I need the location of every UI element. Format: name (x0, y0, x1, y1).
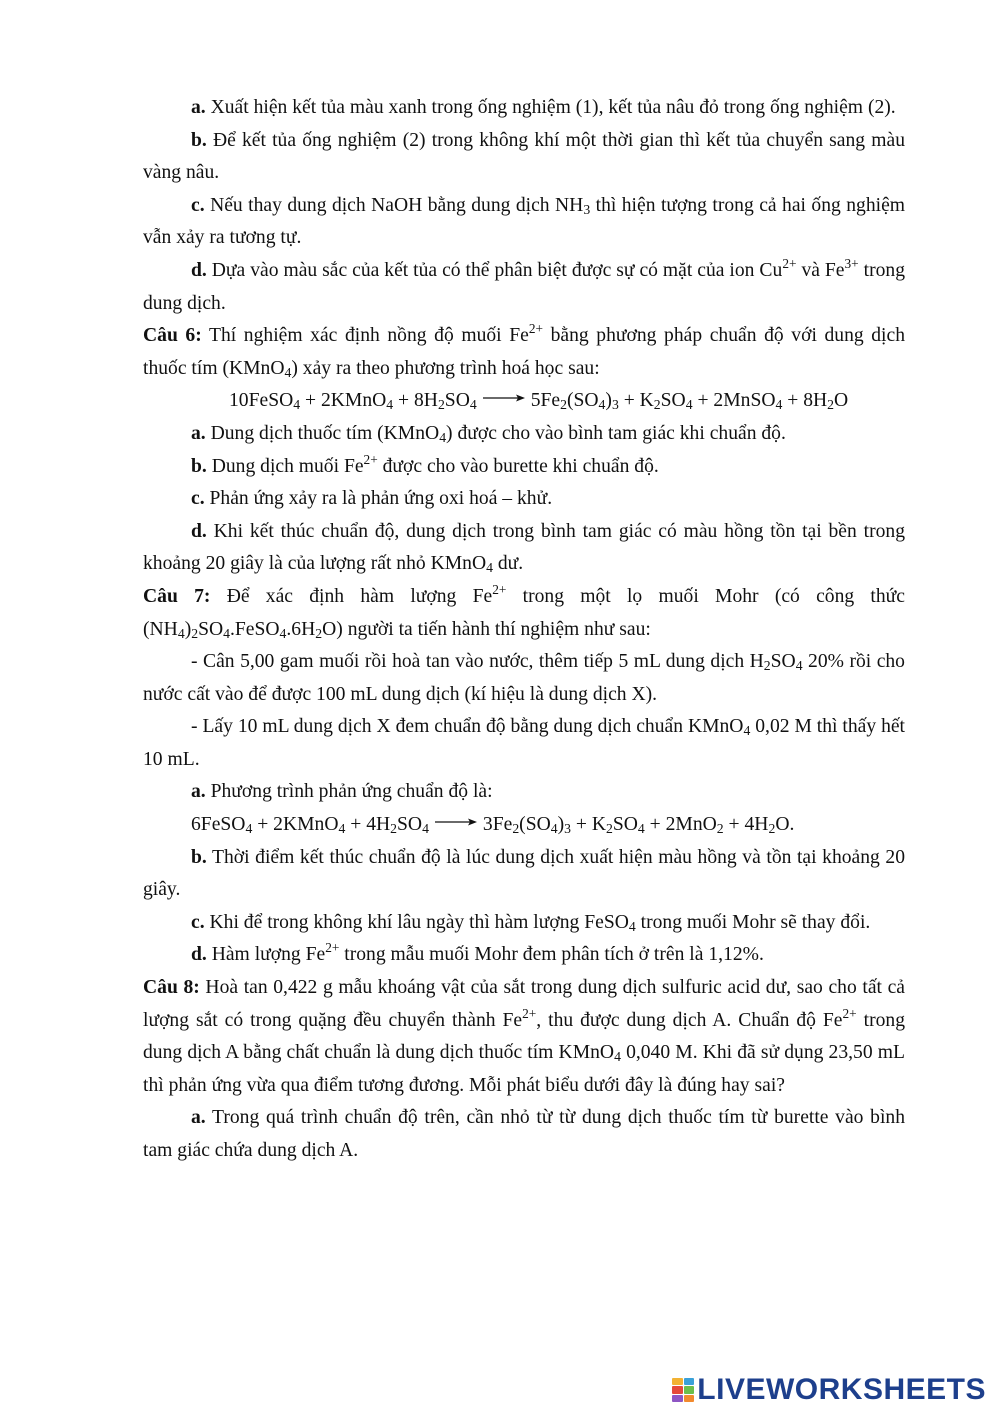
q8-label: Câu 8: (143, 977, 200, 999)
formula-text: + 8H (782, 390, 828, 412)
formula-subscript: 4 (293, 397, 301, 413)
equation-lhs (191, 814, 429, 835)
q7-option-c: c. Khi để trong không khí lâu ngày thì hàm lượng FeSO$_4$ trong muối Mohr sẽ thay đổi. (191, 911, 871, 934)
formula-subscript: 2 (560, 397, 567, 413)
q6-equation (143, 385, 905, 418)
q8-intro: Câu 8: Hoà tan 0,422 g mẫu khoáng vật của sắt trong dung dịch sulfuric acid dư, sao cho tất cả lượng sắt có trong quặng đều chuyển thành $Fe^{2+}$, thu được dung dịch A. Chuẩn độ $Fe^{2+}$ trong dung dịch A bằng chất chuẩn là dung dịch thuốc tím KMnO$_4$ 0,040 M. Khi đã sử dụng 23,50 mL thì phản ứng vừa qua điểm tương đương. Mỗi phát biểu dưới đây là đúng hay sai? (143, 977, 905, 1096)
formula-subscript: 4 (550, 821, 558, 837)
formula-subscript: 4 (637, 821, 645, 837)
formula-text: + 4H (723, 814, 769, 836)
formula-subscript: 4 (338, 821, 346, 837)
formula-subscript: 4 (598, 397, 606, 413)
q6-option-a: a. Dung dịch thuốc tím (KMnO$_4$) được cho vào bình tam giác khi chuẩn độ. (191, 422, 786, 445)
q7-option-a: a. Phương trình phản ứng chuẩn độ là: (191, 781, 493, 803)
formula-text: + K (571, 814, 606, 836)
formula-subscript: 3 (611, 397, 619, 413)
q6-label: Câu 6: (143, 325, 202, 347)
formula-subscript: 4 (685, 397, 693, 413)
formula-subscript: 2 (512, 821, 520, 837)
q7-step-2: - Lấy 10 mL dung dịch X đem chuẩn độ bằng dung dịch chuẩn KMnO$_4$ 0,02 M thì thấy hết 10 mL. (143, 716, 906, 770)
formula-subscript: 2 (606, 821, 613, 837)
formula-subscript: 2 (768, 821, 776, 837)
formula-text: + 2KMnO (300, 390, 387, 412)
formula-text: 3Fe (482, 814, 513, 836)
formula-text: 10FeSO (229, 390, 294, 412)
formula-text: + 2MnO (644, 814, 717, 836)
formula-subscript: 4 (775, 397, 783, 413)
formula-text: SO (612, 814, 638, 836)
formula-text: 6FeSO (191, 814, 246, 836)
formula-subscript: 4 (469, 397, 477, 413)
equation-rhs (531, 390, 848, 411)
formula-text: SO (444, 390, 470, 412)
q6-option-d: d. Khi kết thúc chuẩn độ, dung dịch trong bình tam giác có màu hồng tồn tại bền trong khoảng 20 giây là của lượng rất nhỏ KMnO$_4$ dư. (143, 520, 905, 576)
formula-text: ) (605, 390, 612, 412)
equation-rhs (483, 814, 794, 835)
formula-text: SO (397, 814, 423, 836)
q6-intro: Câu 6: Thí nghiệm xác định nồng độ muối $Fe^{2+}$ bằng phương pháp chuẩn độ với dung dịch thuốc tím (KMnO$_4$) xảy ra theo phương trình hoá học sau: (143, 321, 905, 380)
formula-text: + 2KMnO (252, 814, 339, 836)
logo-block (672, 1395, 683, 1402)
worksheet-page (143, 92, 905, 1168)
liveworksheets-logo-icon (672, 1378, 694, 1402)
q7-intro: Câu 7: Để xác định hàm lượng $Fe^{2+}$ trong một lọ muối Mohr (có công thức $(NH_4)_2SO_4.FeSO_4.6H_2O$) người ta tiến hành thí nghiệm như sau: (143, 581, 905, 641)
formula-text: O. (775, 814, 795, 836)
q7-option-b: b. Thời điểm kết thúc chuẩn độ là lúc dung dịch xuất hiện màu hồng và tồn tại khoảng 20 giây. (143, 846, 906, 901)
logo-block (672, 1386, 683, 1393)
q6-option-c: c. Phản ứng xảy ra là phản ứng oxi hoá – khử. (191, 488, 553, 510)
formula-text: SO (660, 390, 686, 412)
formula-subscript: 4 (386, 397, 394, 413)
logo-block (672, 1378, 683, 1385)
logo-block (684, 1395, 695, 1402)
formula-subscript: 4 (245, 821, 253, 837)
formula-text: (SO (566, 390, 599, 412)
formula-text: + 2MnSO (692, 390, 776, 412)
formula-subscript: 4 (422, 821, 429, 837)
formula-subscript: 2 (437, 397, 445, 413)
formula-text: + 8H (393, 390, 438, 412)
formula-text: + K (618, 390, 654, 412)
q5-option-d: d. Dựa vào màu sắc của kết tủa có thể phân biệt được sự có mặt của ion $Cu^{2+}$ và $Fe^{3+}$ trong dung dịch. (143, 255, 905, 314)
q5-option-c: c. Nếu thay dung dịch NaOH bằng dung dịch $NH_3$ thì hiện tượng trong cả hai ống nghiệm vẫn xảy ra tương tự. (143, 194, 906, 249)
q5-option-b: b. Để kết tủa ống nghiệm (2) trong không khí một thời gian thì kết tủa chuyển sang màu vàng nâu. (143, 129, 905, 184)
formula-text: O (834, 390, 849, 412)
formula-subscript: 3 (564, 821, 571, 837)
reaction-arrow-icon (483, 393, 525, 403)
formula-text: (SO (519, 814, 551, 836)
formula-subscript: 2 (390, 821, 397, 837)
q6-option-b: b. Dung dịch muối $Fe^{2+}$ được cho vào burette khi chuẩn độ. (191, 451, 659, 477)
q5-option-a: a. Xuất hiện kết tủa màu xanh trong ống nghiệm (1), kết tủa nâu đỏ trong ống nghiệm (2). (191, 97, 896, 118)
formula-text: 5Fe (530, 390, 561, 412)
q7-label: Câu 7: (143, 585, 211, 607)
q7-step-1: - Cân 5,00 gam muối rồi hoà tan vào nước, thêm tiếp 5 mL dung dịch $H_2SO_4$ 20% rồi cho nước cất vào để được 100 mL dung dịch (kí hiệu là dung dịch X). (143, 651, 905, 705)
formula-text: + 4H (345, 814, 391, 836)
logo-block (684, 1386, 695, 1393)
q8-option-a: a. Trong quá trình chuẩn độ trên, cần nhỏ từ từ dung dịch thuốc tím từ burette vào bình tam giác chứa dung dịch A. (143, 1107, 905, 1161)
formula-subscript: 2 (716, 821, 724, 837)
formula-text: ) (557, 814, 565, 836)
liveworksheets-logo-text: LIVEWORKSHEETS (697, 1373, 986, 1406)
equation-lhs (229, 390, 477, 411)
q7-equation (143, 809, 905, 842)
q7-option-d: d. Hàm lượng $Fe^{2+}$ trong mẫu muối Mohr đem phân tích ở trên là 1,12%. (191, 940, 764, 966)
reaction-arrow-icon (435, 817, 477, 827)
formula-subscript: 2 (653, 397, 661, 413)
logo-block (684, 1378, 695, 1385)
formula-subscript: 2 (827, 397, 835, 413)
liveworksheets-logo[interactable] (672, 1372, 986, 1408)
